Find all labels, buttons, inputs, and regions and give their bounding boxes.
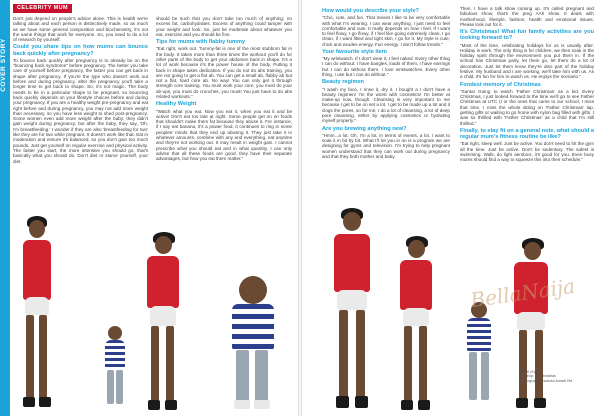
question-heading: Beauty regimen [322,79,364,86]
right-column-1 [322,6,450,161]
paragraph: "Most of the time, celebrating holidays for us is usually after. Holiday is work. The only thing is for children, we then soak in the holiday spirit through the environment you put them in. If the school has Christmas party, let them go, let them do a lot of decoration. Just let them know they're also part of the holiday festive. My husband and I are working, we'll take him with us. As a child, it's fun for him to watch us. He enjoys the scenario." [460,42,594,80]
question-heading: How would you describe your style? [322,8,419,14]
model-photo-woman-3 [322,206,382,412]
paragraph: To bounce back quickly after pregnancy is to already be on the "bouncing back syndrome" before pregnancy. The better you take care of yourself before pregnancy, the faster you can get back in shape after pregnancy. If you're the type who doesn't work out before and during pregnancy, after the pregnancy you'll take a longer time to get back to shape. So, it's not magic. The body needs to be in a particular shape to be pregnant, so bouncing back quickly depends on your lifestyle choices before and during your pregnancy. If you are a healthy weight pre-pregnancy and eat right before and during pregnancy, you may not add more weight than necessary, so you have less weight to shed post-pregnancy. Some women even add more weight after the baby; they didn't gain weight during pregnancy, but after the baby, they say, 'Oh, I'm breastfeeding.' I wonder if they are also 'breastfeeding for two' like they are for two while pregnant. It doesn't work like that. Eat in moderation and ensure it's balanced, so you don't gain too much pounds. Just get yourself on regular exercise and physical activity. The faster you start, the more intensive you should go, that's basically what you should do. Don't diet or starve yourself, your diet [13,57,149,164]
model-photo-child-3 [462,300,496,410]
question-heading: Are you brewing anything new? [322,125,407,132]
paragraph: "I wash my face, I rinse it, dry it. I bought a I don't have a beauty regimen! I'm the worst with cosmetics! I'm better at make-up now, though. Cleansing is very important to me because I get to be on set a lot. I get to be made up a lot and it clogs the pores, so for me, I do a lot of cleansing, a lot of deep pore cleansing, either by applying cosmetics or hydrating myself properly." [322,86,450,124]
paragraph: "My wristwatch. If I don't wear it, I feel naked. Every other thing I can do without. I have bangles, loads of them, I have earrings but I can do without them. I love wristwatches. Every other thing, I use but I can do without." [322,56,450,78]
model-photo-woman-1 [12,212,62,412]
paragraph: Don't just depend on people's advice alone. This is health we're talking about and each person is distinctively made, so as much as we have some general composition and biochemistry, it's not the same things that work for everyone. So, you need to do a lot of research by yourself. [13,16,148,43]
model-photo-woman-4 [388,234,444,412]
question-heading: Could you share tips on how mums can bounce back quickly after pregnancy? [13,44,148,57]
paragraph: "Santa! Going to watch 'Father Christmas' as a kid. Every Christmas, I just looked forward to the time we'll go to see Father Christmas at UTC (I or the ones that came to our school, I miss that time. I miss the whole sitting on 'Father Christmas' lap, getting gifts or waiting to go home with nylon bag filled with gifts. I was so thrilled with 'Father Christmas' as a child that I'm still thrilled." [460,88,594,126]
cover-story-sidebar [0,0,10,416]
tips-heading: Tips for mums with flabby tummy [156,39,246,46]
model-photo-woman-2 [135,230,191,412]
model-photo-child-1 [100,322,130,412]
left-column-2 [156,16,292,164]
paragraph: "Chic, cute, and fun. That means I like to be very comfortable with what I'm wearing. I can wear anything. I just need to feel comfortable and cute. It really depends on how I feel. If I want to feel flowy, I go flowy, if I feel like going extremely clean, I go clean, if I want fitted and tight skin, I go for it. My style is cute, chick and exudes energy. Fun energy. I don't follow trends." [322,15,450,47]
page-gutter [298,0,302,416]
credit-line: Outfit | Kaffy [520,370,540,374]
credit-line: Photography: Isokoko Amadi Obi [520,378,573,383]
model-photo-child-2 [222,272,284,412]
question-heading: Fondest memory of Christmas [460,81,541,88]
paragraph: "Eat right, work out. Tummy-fat is one of the most stubborn fat in the body. It takes more than three times the workout you'll do for other parts of the body to get your abdomen back in shape. It's a lot of work because it's the power house of the body. Putting it back in shape takes dedication. If you do not do abs training, you are not going to get a flat ab. You can get a small ab, flabby ab but not a flat, hard core ab. No way! You can only get it through strength core training. You must work your core, you must do your ab-ups, you must do crunches, you must! You just have to do abs related workouts." [156,46,292,100]
sidebar-label: COVER STORY [0,38,7,92]
healthy-weight-heading: Healthy Weight [156,101,197,108]
credit-line: Makeup: Beautroideas [520,374,556,379]
question-heading: Finally, to stay fit on a general note, what should a regular mum's fitness routine be like? [460,127,594,141]
left-column-1 [13,16,148,166]
paragraph: "Watch what you eat. Now you eat it, when you eat it and be active! Don't eat too late at night. Some people get on on foods that shouldn't make them fat because they abuse it. For instance, if I say eat banana, it's a power food, it continues to ring in some peoples' minds that they end up abusing it. They just take it in whatever amounts, combine with any and everything, eat anytime and they're not working out. It may result in weight gain. I cannot prescribe what you should eat and in what quantity, I can only advise that all these foods are good, they have their separate advantages, but how you eat them matter." [156,108,292,162]
model-photo-woman-5 [500,236,562,412]
paragraph: "Hmm...a lot. Oh, I'm a lot, in terms of events, a lot. I want to soak it in bit by bit. What I'll let you in on is a program we are designing for gyms and television. I'm trying to help pregnant women understand that they can work out during pregnancy and that they both mother and baby. [322,132,450,160]
photo-credits [520,370,596,383]
paragraph: should be such that you don't take too much of anything; no excess fat, carbohydrates. Excess of anything could tamper with your weight and look. So, just be moderate about whatever you eat, exercise and you should be fine. [156,16,292,37]
right-column-2 [460,6,594,165]
watermark-logo: BellaNaija [468,273,577,313]
section-tag: CELEBRITY MUM [13,4,72,13]
paragraph: Then, I have a talk show coming up. It's called pregnant and fabulous show, that's the preg AAh show. It deals with motherhood, lifestyle, fashion, health and emotional issues. Please look out for it. [460,6,594,27]
question-heading: Your favourite style item [322,48,387,55]
question-heading: It's Christmas! What fun family activities are you looking forward to? [460,29,594,42]
paragraph: "Eat right, sleep well. Just be active. You don't need to hit the gym all the time. Just be active. Don't be sedentary. The safest is swimming. Walk, do light aerobics, it's good for you. Even busy mums should find a way to squeeze this into their schedule." [460,141,594,163]
